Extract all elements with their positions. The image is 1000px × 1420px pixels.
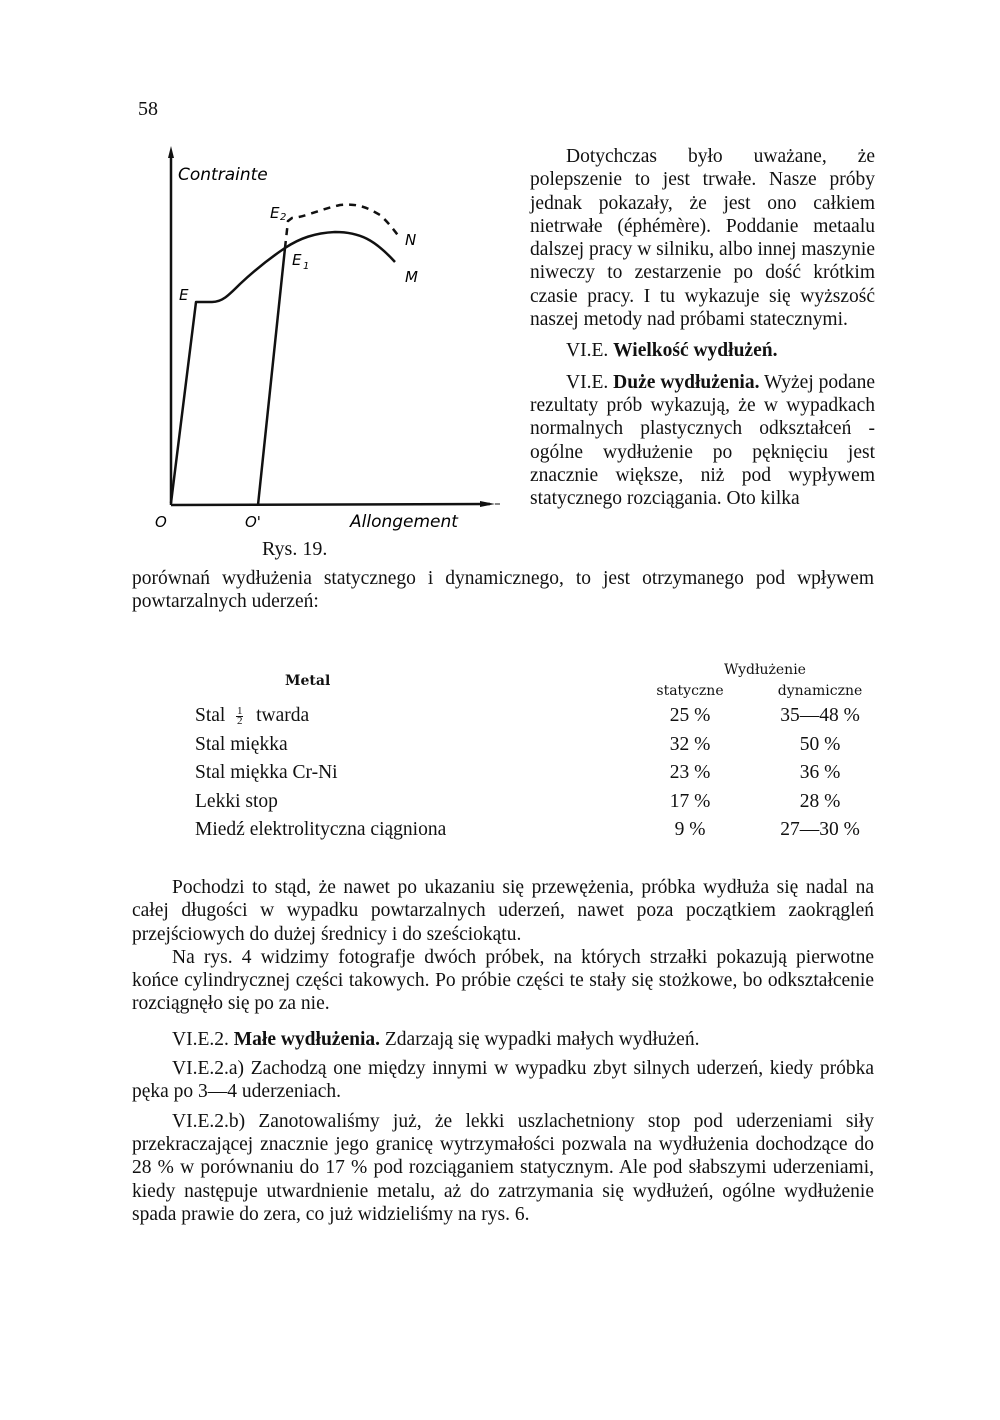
- table-row: [195, 702, 895, 731]
- header-static: statyczne: [656, 683, 724, 699]
- fraction: [236, 707, 243, 726]
- body-text: [132, 876, 874, 1226]
- fraction-denominator: 2: [236, 715, 243, 728]
- continuation-paragraph: porównań wydłużenia statycznego i dynamicznego, to jest otrzymanego pod wpływem powtarzalnych uderzeń:: [132, 568, 874, 613]
- metal-name: twarda: [256, 705, 310, 727]
- fraction-numerator: 1: [236, 705, 243, 718]
- section-number: VI.E.: [566, 371, 609, 393]
- point-e-label: E: [179, 286, 189, 304]
- paragraph-durability: Dotychczas było uważane, że polepszenie to jest trwałe. Nasze próby jednak pokazały, że jest ono całkiem nietrwałe (éphémère). Poddanie metaalu dalszej pracy w silniku, albo innej maszynie niweczy to zestarzenie po dość krótkim czasie pracy. I tu wykazuje się wyższość naszej metody nad próbami statecznymi.: [530, 146, 875, 331]
- section-title: Duże wydłużenia.: [613, 371, 760, 393]
- right-column: [530, 145, 875, 510]
- metal-cell: Miedź elektrolityczna ciągniona: [195, 819, 447, 841]
- page-number: 58: [138, 98, 158, 120]
- table-row: [195, 759, 895, 788]
- stress-strain-figure: [120, 135, 520, 565]
- header-dynamic: dynamiczne: [777, 683, 863, 699]
- paragraph-text: Zdarzają się wypadki małych wydłużeń.: [384, 1028, 700, 1050]
- section-number: VI.E.2.: [172, 1028, 229, 1050]
- dynamic-cell: 50 %: [799, 733, 841, 755]
- x-axis: [171, 504, 490, 505]
- metal-cell: Stal miękka: [195, 733, 288, 755]
- point-e2-subscript: 2: [280, 212, 287, 223]
- paragraph-necking: Pochodzi to stąd, że nawet po ukazaniu się przewężenia, próbka wydłuża się nadal na całej długości w wypadku powtarzalnych uderzeń, nawet poza początkiem zaokrągleń przejściowych do dużej średnicy i do sześciokątu.: [132, 877, 874, 945]
- header-metal: Metal: [285, 673, 331, 689]
- reload-line: [258, 248, 285, 505]
- metal-cell: Stal miękka Cr-Ni: [195, 762, 338, 784]
- y-axis-arrow: [168, 146, 174, 158]
- paragraph-small-elongation: [132, 1028, 874, 1051]
- point-e1-subscript: 1: [303, 261, 310, 272]
- dynamic-cell: 35—48 %: [780, 705, 860, 727]
- paragraph-light-alloy: VI.E.2.b) Zanotowaliśmy już, że lekki uszlachetniony stop pod uderzeniami siły przekraczającej znacznie jego granicę wytrzymałości pozwala na wydłużenia dochodzące do 28 % w porównaniu do 17 % pod rozciąganiem statycznym. Ale pod słabszymi uderzeniami, kiedy następuje utwardnienie metalu, aż do zatrzymania się wydłużeń, ogólne wydłużenie spada prawie do zera, co już widzieliśmy na rys. 6.: [132, 1110, 874, 1225]
- figure-caption: Rys. 19.: [262, 538, 328, 560]
- table-row: [195, 816, 895, 845]
- y-axis-label: Contrainte: [178, 165, 268, 185]
- paragraph-strong-impacts: VI.E.2.a) Zachodzą one między innymi w wypadku zbyt silnych uderzeń, kiedy próbka pęka po 3—4 uderzeniach.: [132, 1058, 874, 1103]
- dynamic-cell: 27—30 %: [780, 819, 860, 841]
- dynamic-cell: 28 %: [799, 790, 841, 812]
- static-cell: 32 %: [669, 733, 711, 755]
- elongation-table: [195, 660, 895, 845]
- hardened-curve: [285, 205, 400, 248]
- static-cell: 17 %: [669, 790, 711, 812]
- section-number: VI.E.: [566, 340, 609, 362]
- static-cell: 23 %: [669, 762, 711, 784]
- dynamic-cell: 36 %: [799, 762, 841, 784]
- point-e1-label: E: [292, 251, 302, 269]
- static-cell: 25 %: [669, 705, 711, 727]
- header-elongation: Wydłużenie: [724, 662, 806, 678]
- x-axis-arrow: [480, 501, 495, 507]
- section-title: Wielkość wydłużeń.: [613, 340, 778, 362]
- table-row: [195, 731, 895, 760]
- origin-label: O: [155, 513, 167, 531]
- metal-cell: Lekki stop: [195, 790, 278, 812]
- paragraph-large-elongation: [530, 371, 875, 511]
- reload-origin-label: O': [245, 513, 261, 531]
- section-heading-elongation-size: [530, 339, 875, 362]
- metal-name: Stal: [195, 705, 226, 727]
- table-header-row: [195, 660, 895, 680]
- paragraph-text: Wyżej podane rezultaty prób wykazują, że w wypadkach normalnych plastycznych odkształceń -ogólne wydłużenie po pęknięciu jest znacznie większe, niż pod wypływem statycznego rozciągania. Oto kilka: [530, 371, 875, 510]
- x-axis-label: Allongement: [350, 512, 458, 532]
- point-m-label: M: [405, 268, 418, 286]
- point-e2-label: E: [270, 204, 280, 222]
- point-n-label: N: [405, 231, 417, 249]
- table-row: [195, 788, 895, 817]
- paragraph-photos: Na rys. 4 widzimy fotografje dwóch próbek, na których strzałki pokazują pierwotne końce cylindrycznej części takowych. Po próbie części te stały się stożkowe, bo odkształcenie rozciągnęło się po za nie.: [132, 946, 874, 1015]
- section-title: Małe wydłużenia.: [233, 1028, 380, 1050]
- static-cell: 9 %: [674, 819, 706, 841]
- metal-cell: [195, 702, 635, 731]
